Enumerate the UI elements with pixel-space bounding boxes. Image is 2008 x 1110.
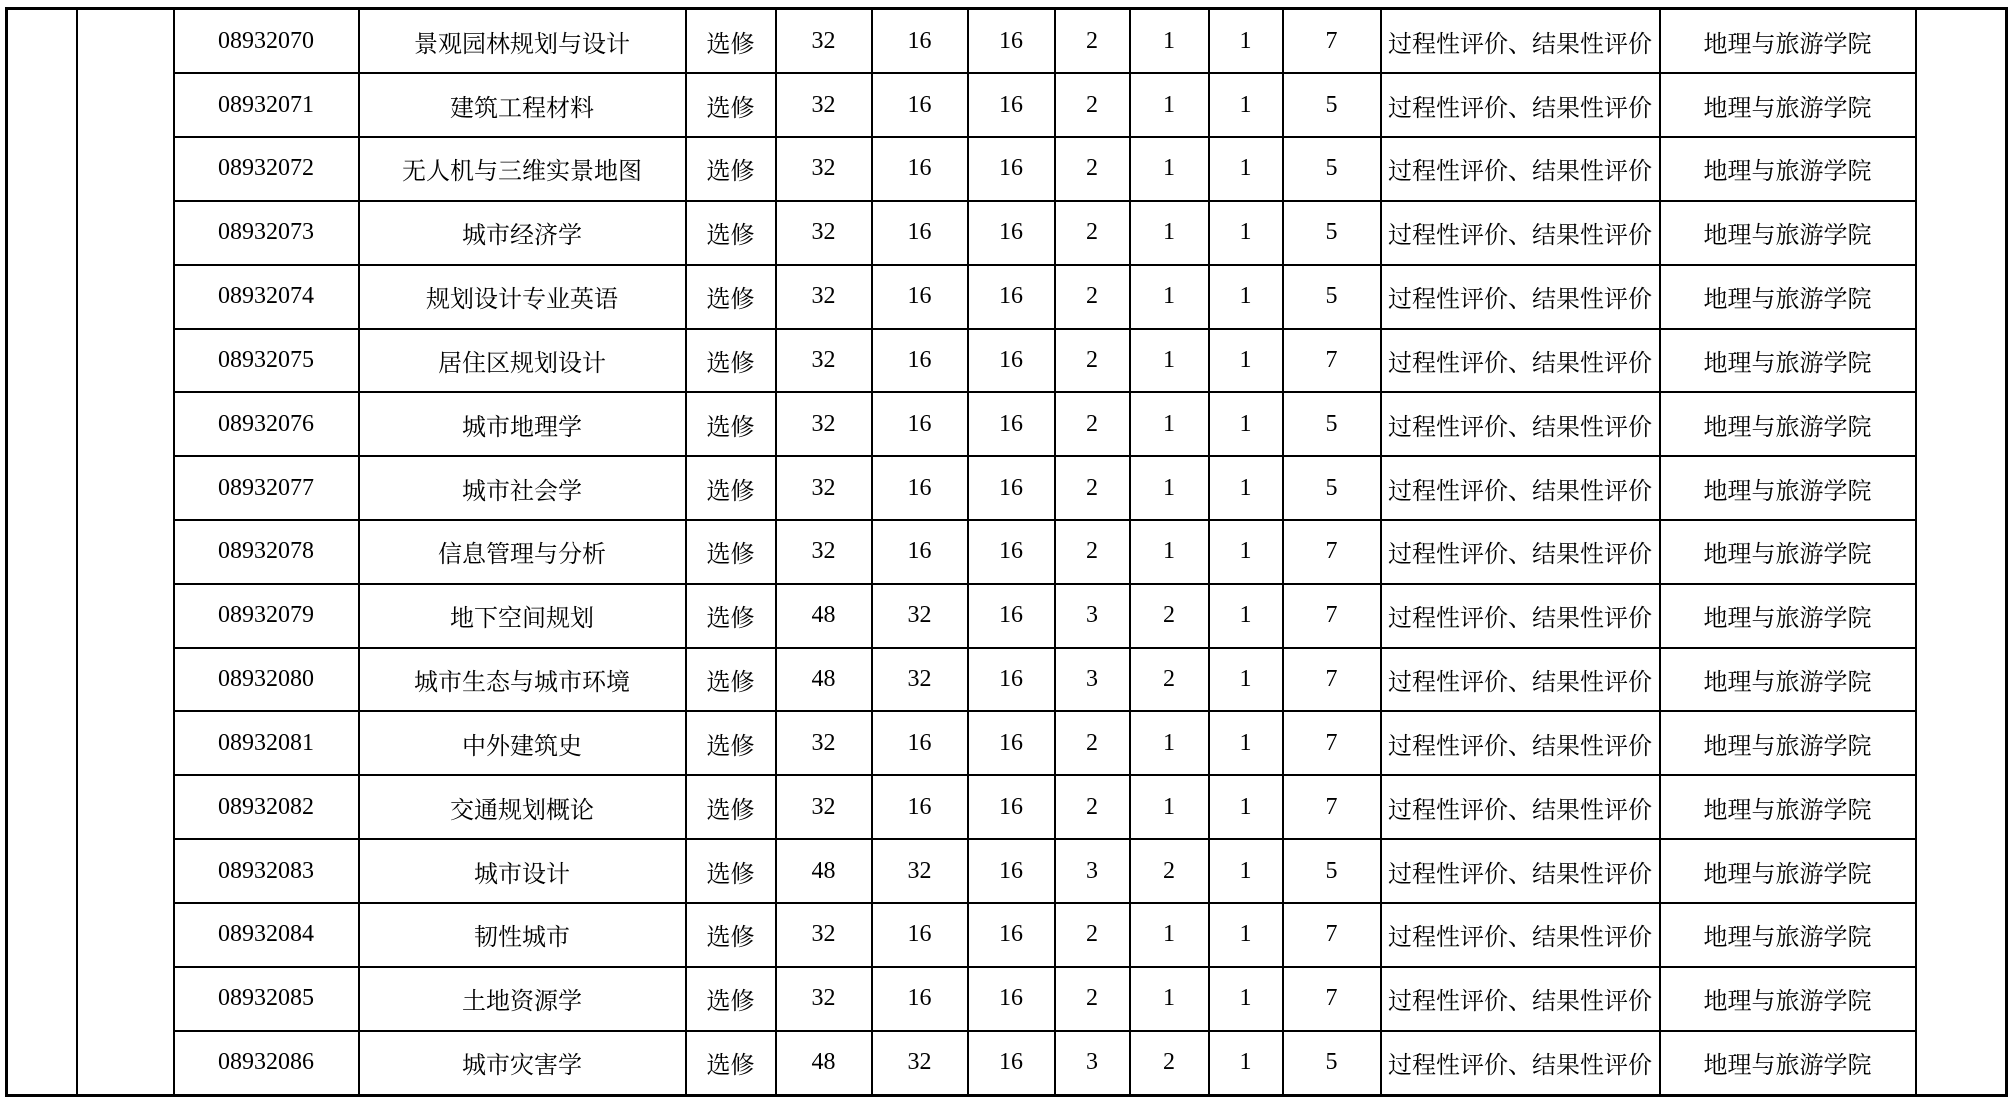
cell-course-code: 08932074: [174, 265, 359, 329]
cell-evaluation: 过程性评价、结果性评价: [1381, 839, 1660, 903]
cell-practice-hours: 16: [968, 903, 1055, 967]
cell-course-code: 08932078: [174, 520, 359, 584]
cell-course-code: 08932083: [174, 839, 359, 903]
cell-college: 地理与旅游学院: [1660, 520, 1916, 584]
cell-course-code: 08932081: [174, 711, 359, 775]
cell-evaluation: 过程性评价、结果性评价: [1381, 711, 1660, 775]
cell-college: 地理与旅游学院: [1660, 392, 1916, 456]
cell-course-code: 08932071: [174, 73, 359, 137]
cell-course-type: 选修: [686, 839, 776, 903]
cell-semester: 5: [1283, 456, 1381, 520]
cell-semester: 5: [1283, 265, 1381, 329]
cell-num-a: 1: [1130, 265, 1209, 329]
cell-total-hours: 32: [776, 201, 872, 265]
course-row: [7, 648, 2007, 712]
course-row: [7, 520, 2007, 584]
cell-num-a: 1: [1130, 392, 1209, 456]
cell-num-b: 1: [1209, 584, 1283, 648]
cell-num-a: 1: [1130, 137, 1209, 201]
cell-evaluation: 过程性评价、结果性评价: [1381, 520, 1660, 584]
cell-course-type: 选修: [686, 265, 776, 329]
cell-evaluation: 过程性评价、结果性评价: [1381, 967, 1660, 1031]
cell-lecture-hours: 16: [872, 775, 968, 839]
cell-semester: 7: [1283, 967, 1381, 1031]
cell-num-a: 1: [1130, 201, 1209, 265]
cell-semester: 7: [1283, 329, 1381, 393]
cell-course-name: 城市地理学: [359, 392, 686, 456]
cell-total-hours: 32: [776, 329, 872, 393]
course-row: [7, 329, 2007, 393]
cell-lecture-hours: 16: [872, 9, 968, 74]
cell-credits: 2: [1055, 265, 1130, 329]
cell-num-b: 1: [1209, 1031, 1283, 1096]
cell-practice-hours: 16: [968, 329, 1055, 393]
cell-course-name: 交通规划概论: [359, 775, 686, 839]
cell-num-a: 1: [1130, 9, 1209, 74]
cell-num-b: 1: [1209, 265, 1283, 329]
cell-course-code: 08932086: [174, 1031, 359, 1096]
cell-course-type: 选修: [686, 137, 776, 201]
cell-credits: 2: [1055, 137, 1130, 201]
cell-semester: 5: [1283, 201, 1381, 265]
cell-num-b: 1: [1209, 9, 1283, 74]
left-category-outer-cell: [7, 9, 77, 1096]
course-row: [7, 9, 2007, 74]
right-empty-cell: [1916, 9, 2007, 1096]
cell-semester: 7: [1283, 648, 1381, 712]
course-row: [7, 1031, 2007, 1096]
cell-lecture-hours: 32: [872, 1031, 968, 1096]
course-table-body: [7, 9, 2007, 1096]
cell-semester: 7: [1283, 711, 1381, 775]
cell-college: 地理与旅游学院: [1660, 775, 1916, 839]
cell-course-code: 08932082: [174, 775, 359, 839]
course-plan-table: [5, 7, 2008, 1097]
cell-credits: 2: [1055, 392, 1130, 456]
cell-course-type: 选修: [686, 201, 776, 265]
cell-total-hours: 32: [776, 456, 872, 520]
cell-credits: 2: [1055, 903, 1130, 967]
cell-college: 地理与旅游学院: [1660, 73, 1916, 137]
cell-course-code: 08932080: [174, 648, 359, 712]
cell-semester: 5: [1283, 839, 1381, 903]
cell-college: 地理与旅游学院: [1660, 265, 1916, 329]
cell-college: 地理与旅游学院: [1660, 1031, 1916, 1096]
cell-num-b: 1: [1209, 839, 1283, 903]
cell-semester: 5: [1283, 1031, 1381, 1096]
cell-total-hours: 32: [776, 137, 872, 201]
cell-practice-hours: 16: [968, 392, 1055, 456]
cell-lecture-hours: 16: [872, 201, 968, 265]
cell-total-hours: 32: [776, 967, 872, 1031]
cell-college: 地理与旅游学院: [1660, 648, 1916, 712]
cell-practice-hours: 16: [968, 265, 1055, 329]
cell-course-name: 建筑工程材料: [359, 73, 686, 137]
cell-credits: 2: [1055, 9, 1130, 74]
cell-num-b: 1: [1209, 711, 1283, 775]
cell-lecture-hours: 32: [872, 648, 968, 712]
cell-course-type: 选修: [686, 520, 776, 584]
cell-evaluation: 过程性评价、结果性评价: [1381, 329, 1660, 393]
cell-practice-hours: 16: [968, 711, 1055, 775]
cell-lecture-hours: 16: [872, 392, 968, 456]
course-row: [7, 73, 2007, 137]
cell-num-b: 1: [1209, 392, 1283, 456]
cell-num-a: 1: [1130, 711, 1209, 775]
cell-credits: 2: [1055, 520, 1130, 584]
cell-practice-hours: 16: [968, 1031, 1055, 1096]
cell-credits: 2: [1055, 201, 1130, 265]
cell-course-code: 08932085: [174, 967, 359, 1031]
cell-practice-hours: 16: [968, 584, 1055, 648]
cell-total-hours: 32: [776, 711, 872, 775]
cell-total-hours: 32: [776, 520, 872, 584]
cell-course-name: 土地资源学: [359, 967, 686, 1031]
cell-course-code: 08932084: [174, 903, 359, 967]
course-row: [7, 201, 2007, 265]
cell-credits: 2: [1055, 456, 1130, 520]
cell-semester: 7: [1283, 584, 1381, 648]
cell-total-hours: 48: [776, 839, 872, 903]
cell-course-type: 选修: [686, 711, 776, 775]
cell-course-name: 信息管理与分析: [359, 520, 686, 584]
cell-course-name: 无人机与三维实景地图: [359, 137, 686, 201]
course-row: [7, 392, 2007, 456]
cell-lecture-hours: 16: [872, 967, 968, 1031]
cell-credits: 3: [1055, 1031, 1130, 1096]
cell-college: 地理与旅游学院: [1660, 903, 1916, 967]
left-category-inner-cell: [77, 9, 174, 1096]
cell-course-type: 选修: [686, 456, 776, 520]
cell-course-name: 景观园林规划与设计: [359, 9, 686, 74]
cell-credits: 2: [1055, 967, 1130, 1031]
cell-lecture-hours: 16: [872, 520, 968, 584]
cell-num-a: 2: [1130, 584, 1209, 648]
cell-evaluation: 过程性评价、结果性评价: [1381, 456, 1660, 520]
cell-evaluation: 过程性评价、结果性评价: [1381, 775, 1660, 839]
course-row: [7, 903, 2007, 967]
cell-evaluation: 过程性评价、结果性评价: [1381, 648, 1660, 712]
cell-college: 地理与旅游学院: [1660, 839, 1916, 903]
cell-evaluation: 过程性评价、结果性评价: [1381, 201, 1660, 265]
cell-num-b: 1: [1209, 903, 1283, 967]
cell-num-a: 1: [1130, 456, 1209, 520]
cell-course-type: 选修: [686, 73, 776, 137]
cell-num-b: 1: [1209, 520, 1283, 584]
cell-semester: 5: [1283, 392, 1381, 456]
cell-num-b: 1: [1209, 137, 1283, 201]
cell-practice-hours: 16: [968, 967, 1055, 1031]
cell-total-hours: 32: [776, 9, 872, 74]
course-row: [7, 711, 2007, 775]
cell-course-name: 城市灾害学: [359, 1031, 686, 1096]
cell-evaluation: 过程性评价、结果性评价: [1381, 265, 1660, 329]
course-row: [7, 775, 2007, 839]
cell-course-type: 选修: [686, 392, 776, 456]
course-row: [7, 265, 2007, 329]
cell-course-name: 中外建筑史: [359, 711, 686, 775]
cell-num-a: 1: [1130, 329, 1209, 393]
cell-lecture-hours: 32: [872, 584, 968, 648]
cell-practice-hours: 16: [968, 775, 1055, 839]
cell-course-name: 城市生态与城市环境: [359, 648, 686, 712]
cell-course-name: 城市设计: [359, 839, 686, 903]
cell-total-hours: 32: [776, 392, 872, 456]
cell-num-a: 2: [1130, 1031, 1209, 1096]
cell-course-type: 选修: [686, 648, 776, 712]
cell-practice-hours: 16: [968, 9, 1055, 74]
cell-credits: 3: [1055, 584, 1130, 648]
cell-num-a: 1: [1130, 520, 1209, 584]
cell-num-b: 1: [1209, 329, 1283, 393]
cell-course-code: 08932076: [174, 392, 359, 456]
cell-college: 地理与旅游学院: [1660, 584, 1916, 648]
course-row: [7, 456, 2007, 520]
cell-college: 地理与旅游学院: [1660, 711, 1916, 775]
cell-college: 地理与旅游学院: [1660, 456, 1916, 520]
cell-num-a: 2: [1130, 648, 1209, 712]
cell-num-b: 1: [1209, 648, 1283, 712]
cell-lecture-hours: 16: [872, 711, 968, 775]
cell-lecture-hours: 16: [872, 137, 968, 201]
cell-course-name: 城市社会学: [359, 456, 686, 520]
cell-credits: 2: [1055, 73, 1130, 137]
cell-practice-hours: 16: [968, 839, 1055, 903]
cell-evaluation: 过程性评价、结果性评价: [1381, 9, 1660, 74]
cell-course-type: 选修: [686, 1031, 776, 1096]
cell-practice-hours: 16: [968, 73, 1055, 137]
cell-credits: 2: [1055, 329, 1130, 393]
cell-num-a: 1: [1130, 903, 1209, 967]
cell-course-name: 地下空间规划: [359, 584, 686, 648]
cell-credits: 2: [1055, 775, 1130, 839]
cell-evaluation: 过程性评价、结果性评价: [1381, 903, 1660, 967]
cell-total-hours: 32: [776, 775, 872, 839]
course-row: [7, 137, 2007, 201]
cell-total-hours: 32: [776, 903, 872, 967]
cell-college: 地理与旅游学院: [1660, 201, 1916, 265]
cell-total-hours: 48: [776, 648, 872, 712]
cell-course-code: 08932072: [174, 137, 359, 201]
cell-course-code: 08932070: [174, 9, 359, 74]
cell-num-b: 1: [1209, 967, 1283, 1031]
cell-num-a: 1: [1130, 967, 1209, 1031]
cell-course-type: 选修: [686, 329, 776, 393]
cell-practice-hours: 16: [968, 520, 1055, 584]
cell-course-type: 选修: [686, 967, 776, 1031]
cell-course-type: 选修: [686, 775, 776, 839]
cell-num-b: 1: [1209, 775, 1283, 839]
cell-num-b: 1: [1209, 456, 1283, 520]
cell-course-name: 韧性城市: [359, 903, 686, 967]
cell-lecture-hours: 16: [872, 456, 968, 520]
cell-practice-hours: 16: [968, 648, 1055, 712]
cell-course-code: 08932073: [174, 201, 359, 265]
cell-num-a: 1: [1130, 73, 1209, 137]
cell-credits: 2: [1055, 711, 1130, 775]
cell-lecture-hours: 16: [872, 329, 968, 393]
cell-num-a: 2: [1130, 839, 1209, 903]
cell-practice-hours: 16: [968, 456, 1055, 520]
cell-evaluation: 过程性评价、结果性评价: [1381, 392, 1660, 456]
cell-total-hours: 32: [776, 265, 872, 329]
cell-course-code: 08932079: [174, 584, 359, 648]
cell-semester: 7: [1283, 520, 1381, 584]
cell-course-code: 08932077: [174, 456, 359, 520]
cell-lecture-hours: 32: [872, 839, 968, 903]
cell-total-hours: 32: [776, 73, 872, 137]
cell-evaluation: 过程性评价、结果性评价: [1381, 137, 1660, 201]
cell-semester: 7: [1283, 775, 1381, 839]
cell-lecture-hours: 16: [872, 903, 968, 967]
cell-semester: 7: [1283, 903, 1381, 967]
cell-practice-hours: 16: [968, 201, 1055, 265]
course-row: [7, 584, 2007, 648]
cell-college: 地理与旅游学院: [1660, 967, 1916, 1031]
cell-num-b: 1: [1209, 201, 1283, 265]
cell-credits: 3: [1055, 839, 1130, 903]
cell-evaluation: 过程性评价、结果性评价: [1381, 1031, 1660, 1096]
cell-semester: 5: [1283, 137, 1381, 201]
cell-total-hours: 48: [776, 584, 872, 648]
cell-num-b: 1: [1209, 73, 1283, 137]
cell-lecture-hours: 16: [872, 265, 968, 329]
cell-college: 地理与旅游学院: [1660, 9, 1916, 74]
course-row: [7, 839, 2007, 903]
cell-college: 地理与旅游学院: [1660, 329, 1916, 393]
cell-college: 地理与旅游学院: [1660, 137, 1916, 201]
cell-lecture-hours: 16: [872, 73, 968, 137]
cell-course-type: 选修: [686, 9, 776, 74]
cell-course-name: 规划设计专业英语: [359, 265, 686, 329]
cell-semester: 7: [1283, 9, 1381, 74]
cell-evaluation: 过程性评价、结果性评价: [1381, 584, 1660, 648]
cell-course-type: 选修: [686, 584, 776, 648]
cell-course-name: 城市经济学: [359, 201, 686, 265]
cell-credits: 3: [1055, 648, 1130, 712]
cell-total-hours: 48: [776, 1031, 872, 1096]
cell-course-code: 08932075: [174, 329, 359, 393]
cell-practice-hours: 16: [968, 137, 1055, 201]
cell-course-name: 居住区规划设计: [359, 329, 686, 393]
cell-semester: 5: [1283, 73, 1381, 137]
cell-course-type: 选修: [686, 903, 776, 967]
course-row: [7, 967, 2007, 1031]
cell-evaluation: 过程性评价、结果性评价: [1381, 73, 1660, 137]
cell-num-a: 1: [1130, 775, 1209, 839]
